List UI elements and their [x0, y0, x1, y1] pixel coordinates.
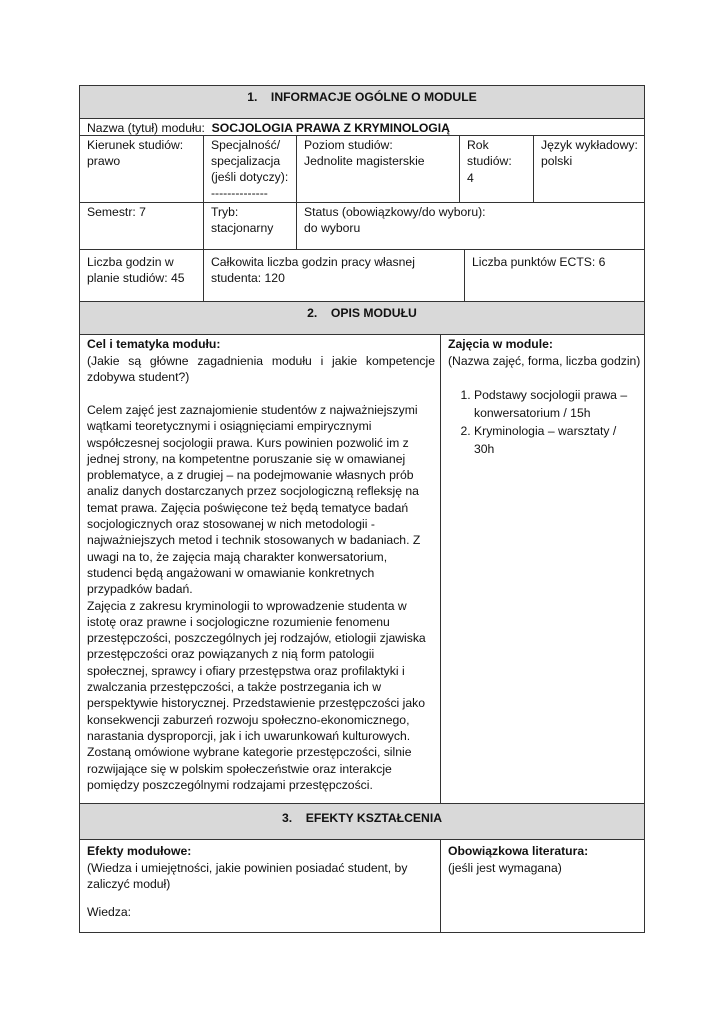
zajecia-item: 1. Podstawy socjologii prawa – konwersatorium / 15h [474, 386, 636, 422]
zajecia-item: 2. Kryminologia – warsztaty / 30h [474, 422, 636, 458]
zajecia-subtitle: (Nazwa zajęć, forma, liczba godzin) [448, 354, 641, 368]
efekty-cell [79, 839, 441, 933]
status-text: Status (obowiązkowy/do wyboru): do wyboru [304, 205, 486, 236]
poziom-cell [296, 135, 460, 203]
zajecia-cell [440, 334, 645, 804]
section2-header [79, 301, 645, 335]
section1-header [79, 85, 645, 119]
jezyk-text: Język wykładowy: polski [541, 138, 638, 169]
zajecia-title: Zajęcia w module: [448, 337, 553, 351]
module-name-label: Nazwa (tytuł) modułu: [87, 121, 205, 135]
literatura-title: Obowiązkowa literatura: [448, 844, 589, 858]
efekty-subtitle: (Wiedza i umiejętności, jakie powinien posiadać student, by zaliczyć moduł) [87, 861, 408, 892]
section3-header [79, 803, 645, 840]
section2-title: 2. OPIS MODUŁU [307, 306, 417, 320]
efekty-title: Efekty modułowe: [87, 844, 192, 858]
module-name-row [79, 118, 645, 136]
jezyk-cell [533, 135, 645, 203]
wiedza-label: Wiedza: [87, 905, 132, 919]
section3-title: 3. EFEKTY KSZTAŁCENIA [281, 811, 443, 825]
status-cell [296, 202, 645, 250]
cel-title: Cel i tematyka modułu: [87, 337, 221, 351]
ects-cell [464, 249, 645, 302]
kierunek-cell [79, 135, 204, 203]
cel-body: Celem zajęć jest zaznajomienie studentów z najważniejszymi wątkami teoretycznymi i osiągnięciami empirycznymi współczesnej socjologii prawa. Kurs powinien pozwolić im z jednej strony, na kompetentne poruszanie się w omawianej problematyce, a z drugiej – na podejmowanie własnych prób analiz danych dostarczanych przez socjologiczną refleksję na temat prawa. Zajęcia poświęcone też będą tematyce badań socjologicznych oraz stosowanej w nich metodologii - najważniejszych metod i technik stosowanych w badaniach. Z uwagi na to, że zajęcia mają charakter konwersatorium, studenci będą angażowani w omawianie konkretnych przypadków badań. Zajęcia z zakresu kryminologii to wprowadzenie studenta w istotę oraz prawne i socjologiczne rozumienie fenomenu przestępczości, poszczególnych jej rodzajów, etiologii zjawiska przestępczości oraz powiązanych z nią form patologii społecznej, sprawcy i ofiary przestępstwa oraz profilaktyki i zwalczania przestępczości, a także postrzegania ich w perspektywie historycznej. Przedstawienie przestępczości jako konsekwencji zaburzeń rozwoju społeczno-ekonomicznego, narastania dysproporcji, jak i ich uwarunkowań kulturowych. Zostaną omówione wybrane kategorie przestępczości, silnie rozwijające się w polskim społeczeństwie oraz interakcje pomiędzy poszczególnymi rodzajami przestępczości. [87, 403, 426, 792]
semestr-text: Semestr: 7 [87, 205, 146, 219]
ects-text: Liczba punktów ECTS: 6 [472, 255, 606, 269]
liczba-godzin-text: Liczba godzin w planie studiów: 45 [87, 255, 185, 286]
poziom-text: Poziom studiów: Jednolite magisterskie [304, 138, 425, 169]
cel-cell [79, 334, 441, 804]
praca-wlasna-text: Całkowita liczba godzin pracy własnej studenta: 120 [211, 255, 415, 286]
specjalnosc-text: Specjalność/ specjalizacja (jeśli dotyczy): -------------- [211, 138, 289, 200]
cel-subtitle: (Jakie są główne zagadnienia modułu i jakie kompetencje zdobywa student?) [87, 354, 435, 385]
tryb-cell [203, 202, 297, 250]
liczba-godzin-cell [79, 249, 204, 302]
tryb-text: Tryb: stacjonarny [211, 205, 274, 236]
rok-cell [459, 135, 534, 203]
rok-text: Rok studiów: 4 [467, 138, 512, 185]
module-name-value: SOCJOLOGIA PRAWA Z KRYMINOLOGIĄ [211, 121, 450, 135]
kierunek-text: Kierunek studiów: prawo [87, 138, 184, 169]
praca-wlasna-cell [203, 249, 465, 302]
literatura-subtitle: (jeśli jest wymagana) [448, 861, 562, 875]
literatura-cell [440, 839, 645, 933]
zajecia-list [448, 386, 636, 458]
module-name-line [87, 120, 450, 136]
specjalnosc-cell [203, 135, 297, 203]
section1-title: 1. INFORMACJE OGÓLNE O MODULE [247, 90, 477, 104]
semestr-cell [79, 202, 204, 250]
